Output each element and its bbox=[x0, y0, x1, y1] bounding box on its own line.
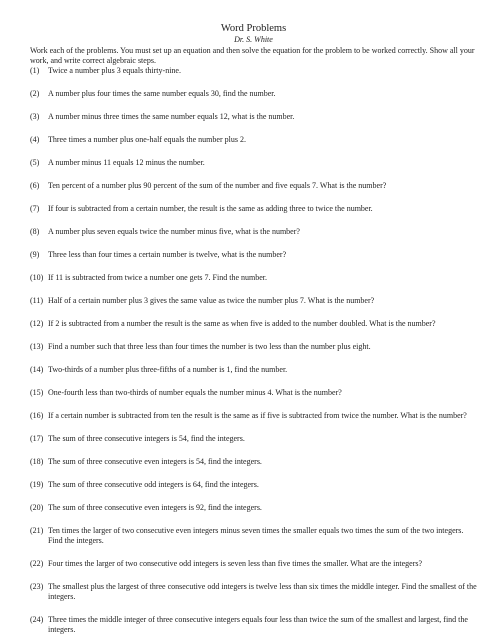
problem-number: (8) bbox=[30, 227, 40, 236]
problem-item bbox=[30, 227, 477, 237]
problem-text: If 2 is subtracted from a number the result is the same as when five is added to the number doubled. What is the number? bbox=[48, 319, 436, 328]
problem-item bbox=[30, 273, 477, 283]
problem-text: The sum of three consecutive even integers is 92, find the integers. bbox=[48, 503, 262, 512]
problem-item bbox=[30, 457, 477, 467]
problem-item bbox=[30, 480, 477, 490]
problem-number: (4) bbox=[30, 135, 40, 144]
problem-number: (11) bbox=[30, 296, 44, 305]
problem-item bbox=[30, 181, 477, 191]
problem-text: If a certain number is subtracted from ten the result is the same as if five is subtracted from twice the number. What is the number? bbox=[48, 411, 467, 420]
problem-item bbox=[30, 158, 477, 168]
problem-number: (16) bbox=[30, 411, 44, 420]
problem-text: If 11 is subtracted from twice a number one gets 7. Find the number. bbox=[48, 273, 267, 282]
problem-item bbox=[30, 411, 477, 421]
problem-text: A number plus seven equals twice the number minus five, what is the number? bbox=[48, 227, 300, 236]
problem-number: (1) bbox=[30, 66, 40, 75]
problem-item bbox=[30, 66, 477, 76]
problem-text: If four is subtracted from a certain number, the result is the same as adding three to twice the number. bbox=[48, 204, 373, 213]
problem-number: (7) bbox=[30, 204, 40, 213]
problem-text: Ten times the larger of two consecutive even integers minus seven times the smaller equals two times the sum of the two integers. Find the integers. bbox=[48, 526, 464, 545]
problem-list bbox=[30, 66, 477, 635]
problem-text: Twice a number plus 3 equals thirty-nine. bbox=[48, 66, 181, 75]
problem-number: (5) bbox=[30, 158, 40, 167]
problem-number: (23) bbox=[30, 582, 44, 591]
problem-text: Four times the larger of two consecutive odd integers is seven less than five times the smaller. What are the integers? bbox=[48, 559, 423, 568]
problem-number: (22) bbox=[30, 559, 44, 568]
problem-item bbox=[30, 296, 477, 306]
problem-item bbox=[30, 89, 477, 99]
problem-text: A number minus 11 equals 12 minus the number. bbox=[48, 158, 205, 167]
problem-text: Three times the middle integer of three consecutive integers equals four less than twice the sum of the smallest and largest, find the integers. bbox=[48, 615, 468, 634]
problem-item bbox=[30, 342, 477, 352]
author-line: Dr. S. White bbox=[234, 35, 273, 44]
page-title: Word Problems bbox=[220, 23, 287, 34]
problem-text: The sum of three consecutive integers is 54, find the integers. bbox=[48, 434, 245, 443]
problem-number: (21) bbox=[30, 526, 44, 535]
problem-item bbox=[30, 582, 477, 602]
problem-item bbox=[30, 503, 477, 513]
problem-number: (24) bbox=[30, 615, 44, 624]
instructions: Work each of the problems. You must set up an equation and then solve the equation for the problem to be worked correctly. Show all your work, and write correct algebraic steps. bbox=[30, 46, 475, 65]
problem-number: (12) bbox=[30, 319, 44, 328]
problem-text: Find a number such that three less than four times the number is two less than the number plus eight. bbox=[48, 342, 371, 351]
problem-text: Two-thirds of a number plus three-fifths of a number is 1, find the number. bbox=[48, 365, 288, 374]
problem-item bbox=[30, 319, 477, 329]
problem-number: (3) bbox=[30, 112, 40, 121]
problem-text: A number plus four times the same number equals 30, find the number. bbox=[48, 89, 276, 98]
problem-item bbox=[30, 559, 477, 569]
problem-number: (9) bbox=[30, 250, 40, 259]
problem-item bbox=[30, 204, 477, 214]
problem-item bbox=[30, 526, 477, 546]
problem-item bbox=[30, 250, 477, 260]
problem-text: Ten percent of a number plus 90 percent of the sum of the number and five equals 7. What is the number? bbox=[48, 181, 387, 190]
problem-number: (10) bbox=[30, 273, 44, 282]
problem-number: (17) bbox=[30, 434, 44, 443]
problem-item bbox=[30, 365, 477, 375]
problem-number: (2) bbox=[30, 89, 40, 98]
problem-text: Half of a certain number plus 3 gives the same value as twice the number plus 7. What is the number? bbox=[48, 296, 375, 305]
problem-item bbox=[30, 615, 477, 635]
problem-text: Three times a number plus one-half equals the number plus 2. bbox=[48, 135, 246, 144]
problem-text: The sum of three consecutive odd integers is 64, find the integers. bbox=[48, 480, 259, 489]
problem-item bbox=[30, 112, 477, 122]
problem-number: (13) bbox=[30, 342, 44, 351]
problem-number: (15) bbox=[30, 388, 44, 397]
problem-number: (6) bbox=[30, 181, 40, 190]
problem-text: The smallest plus the largest of three consecutive odd integers is twelve less than six times the middle integer. Find the smallest of the integers. bbox=[48, 582, 477, 601]
problem-number: (20) bbox=[30, 503, 44, 512]
problem-item bbox=[30, 388, 477, 398]
problem-text: Three less than four times a certain number is twelve, what is the number? bbox=[48, 250, 287, 259]
problem-text: One-fourth less than two-thirds of number equals the number minus 4. What is the number? bbox=[48, 388, 342, 397]
problem-number: (14) bbox=[30, 365, 44, 374]
problem-item bbox=[30, 135, 477, 145]
problem-number: (18) bbox=[30, 457, 44, 466]
problem-number: (19) bbox=[30, 480, 44, 489]
problem-text: The sum of three consecutive even integers is 54, find the integers. bbox=[48, 457, 262, 466]
problem-text: A number minus three times the same number equals 12, what is the number. bbox=[48, 112, 295, 121]
problem-item bbox=[30, 434, 477, 444]
